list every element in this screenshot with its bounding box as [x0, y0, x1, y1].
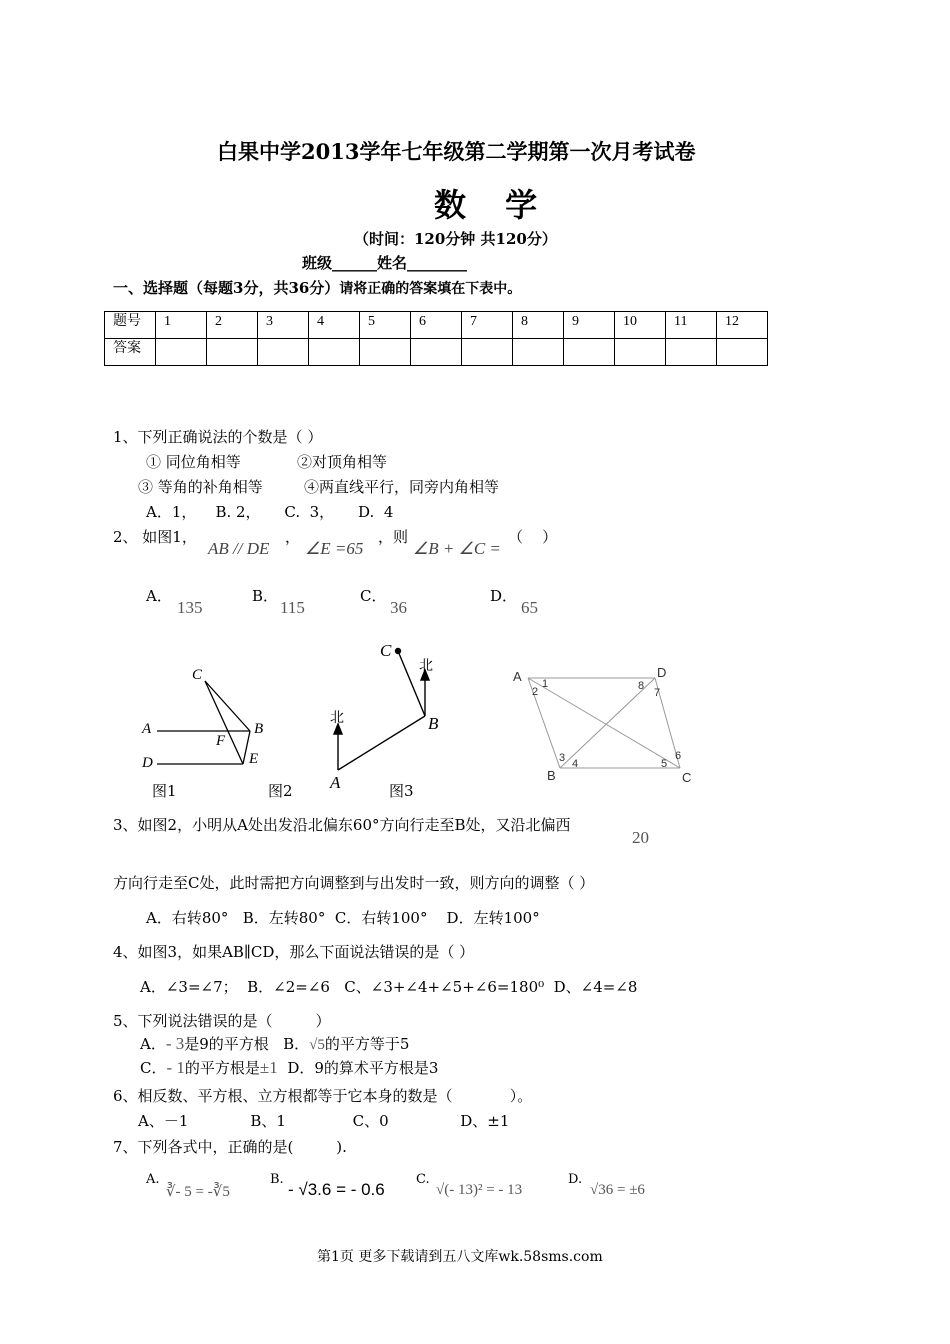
fig1-label-a: A — [142, 721, 152, 737]
q2-value-d: 65 — [521, 598, 538, 617]
table-cell-number: 7 — [462, 312, 513, 339]
q4-stem: 4、如图3，如果AB∥CD，那么下面说法错误的是（ ） — [113, 943, 475, 961]
fig3-angle-7: 7 — [654, 687, 661, 699]
fig3-label-c: C — [682, 770, 692, 785]
q5-c-value: - 1 — [166, 1058, 185, 1077]
fig1-line-ce — [205, 681, 243, 764]
fig2-point-c — [396, 649, 401, 654]
fig3-angle-2: 2 — [532, 686, 539, 698]
fig2-label-north-b: 北 — [419, 658, 433, 674]
table-cell-number: 12 — [717, 312, 768, 339]
q5-a-value: - 3 — [165, 1034, 185, 1053]
fig2-label-a: A — [330, 773, 341, 792]
q5-c-text: 的平方根是 — [184, 1059, 260, 1077]
table-cell-number: 11 — [666, 312, 717, 339]
page-footer: 第1页 更多下载请到五八文库wk.58sms.com — [317, 1249, 603, 1265]
q7-a-label: A. — [146, 1172, 160, 1187]
q4-options: A．∠3=∠7； B．∠2=∠6 C、∠3+∠4+∠5+∠6=180⁰ D、∠4=∠8 — [140, 978, 638, 996]
q3-line-2: 方向行走至C处，此时需把方向调整到与出发时一致，则方向的调整（ ） — [113, 874, 595, 892]
q3-options: A．右转80° B．左转80° C．右转100° D．左转100° — [146, 909, 540, 927]
subject-title: 数 学 — [434, 186, 552, 224]
fig3-angle-3: 3 — [559, 752, 566, 764]
fig3-angle-1: 1 — [542, 678, 549, 690]
q5-b-value: √5 — [309, 1037, 325, 1053]
fig3-angle-8: 8 — [638, 680, 645, 692]
q7-d-label: D. — [568, 1172, 583, 1187]
table-cell-number: 2 — [207, 312, 258, 339]
fig1-label-b: B — [254, 721, 264, 737]
fig1-label-d: D — [142, 755, 153, 771]
q2-prefix: 2、 如图1， — [113, 528, 197, 546]
q5-a-label: A． — [140, 1035, 166, 1053]
q2-value-c: 36 — [390, 598, 407, 617]
section1-instruction: 请将正确的答案填在下表中。 — [339, 281, 522, 297]
q2-option-a: A． — [146, 587, 172, 605]
table-cell-number: 10 — [615, 312, 666, 339]
q1-statement-1: ① 同位角相等 — [146, 453, 241, 471]
table-cell-number: 3 — [258, 312, 309, 339]
q3-angle-value: 20 — [632, 828, 649, 847]
q6-options: A、－1 B、1 C、0 D、±1 — [138, 1112, 510, 1130]
q5-a-text: 是9的平方根 B． — [184, 1035, 310, 1053]
fig2-label-c: C — [380, 641, 392, 660]
q1-statement-2: ②对顶角相等 — [297, 453, 388, 471]
table-cell-label: 题号 — [105, 312, 156, 339]
table-cell-number: 9 — [564, 312, 615, 339]
fig2-label-b: B — [428, 714, 439, 733]
q5-line-ab — [140, 1033, 409, 1054]
section1-heading: 一、选择题（每题3分，共36分） — [113, 279, 340, 297]
fig3-angle-6: 6 — [675, 750, 682, 762]
q2-condition-angle: ∠E =65 — [305, 539, 364, 558]
q7-c-expr: √(- 13)² = - 13 — [436, 1182, 523, 1198]
time-info: （时间：120分钟 共120分） — [354, 230, 557, 248]
class-name-line: 班级______姓名________ — [302, 254, 468, 272]
q7-d-expr: √36 = ±6 — [590, 1182, 645, 1198]
q1-statement-4: ④两直线平行，同旁内角相等 — [304, 478, 500, 496]
q3-line-1: 3、如图2，小明从A处出发沿北偏东60°方向行走至B处，又沿北偏西 — [113, 816, 571, 834]
q7-c-label: C. — [416, 1172, 430, 1187]
q7-a-expr: ∛- 5 = -∛5 — [166, 1184, 230, 1200]
q2-comma: ， — [285, 528, 301, 546]
q2-paren: （ ） — [508, 528, 558, 546]
fig1-caption: 图1 — [152, 782, 177, 800]
q2-option-c: C． — [360, 587, 387, 605]
fig3-label-d: D — [657, 665, 667, 680]
q1-stem: 1、下列正确说法的个数是（ ） — [113, 428, 323, 446]
table-cell-number: 8 — [513, 312, 564, 339]
q5-c-pm: ±1 — [259, 1058, 278, 1077]
q2-value-a: 135 — [177, 598, 203, 617]
q7-stem: 7、下列各式中，正确的是( ). — [113, 1138, 347, 1156]
q7-b-label: B. — [270, 1172, 284, 1187]
table-cell-number: 5 — [360, 312, 411, 339]
q2-expression: ∠B + ∠C = — [413, 539, 501, 558]
q5-stem: 5、下列说法错误的是（ ） — [113, 1012, 331, 1030]
q7-b-expr: - √3.6 = - 0.6 — [288, 1180, 385, 1199]
table-cell-number: 6 — [411, 312, 462, 339]
fig3-caption: 图3 — [389, 782, 414, 800]
fig2-caption: 图2 — [268, 782, 293, 800]
figure-1 — [157, 681, 250, 764]
q5-d-text: D．9的算术平方根是3 — [287, 1059, 439, 1077]
table-cell-number: 1 — [156, 312, 207, 339]
q1-options: A．1， B. 2， C. 3， D. 4 — [146, 503, 394, 521]
fig1-label-f: F — [216, 733, 226, 749]
q2-option-d: D． — [490, 587, 518, 605]
fig1-label-c: C — [192, 667, 203, 683]
q2-then: ，则 — [378, 528, 409, 546]
fig3-angle-5: 5 — [661, 758, 668, 770]
table-cell-number: 4 — [309, 312, 360, 339]
fig2-label-north-a: 北 — [330, 710, 344, 726]
q2-option-b: B． — [252, 587, 279, 605]
table-cell-label: 答案 — [105, 339, 156, 366]
q5-c-label: C． — [140, 1059, 167, 1077]
fig3-angle-4: 4 — [572, 758, 579, 770]
q5-line-cd — [140, 1057, 438, 1078]
exam-title: 白果中学2013学年七年级第二学期第一次月考试卷 — [217, 139, 696, 164]
q1-statement-3: ③ 等角的补角相等 — [138, 478, 263, 496]
q6-stem: 6、相反数、平方根、立方根都等于它本身的数是（ ）。 — [113, 1087, 533, 1105]
q2-value-b: 115 — [280, 598, 305, 617]
q5-b-text: 的平方等于5 — [324, 1035, 410, 1053]
fig3-label-a: A — [513, 669, 522, 684]
q2-condition-parallel: AB // DE — [208, 539, 270, 558]
fig1-label-e: E — [249, 751, 259, 767]
fig2-line-ab — [338, 716, 425, 770]
figure-2 — [334, 649, 429, 771]
fig1-line-cb — [205, 681, 250, 731]
fig3-label-b: B — [547, 768, 556, 783]
